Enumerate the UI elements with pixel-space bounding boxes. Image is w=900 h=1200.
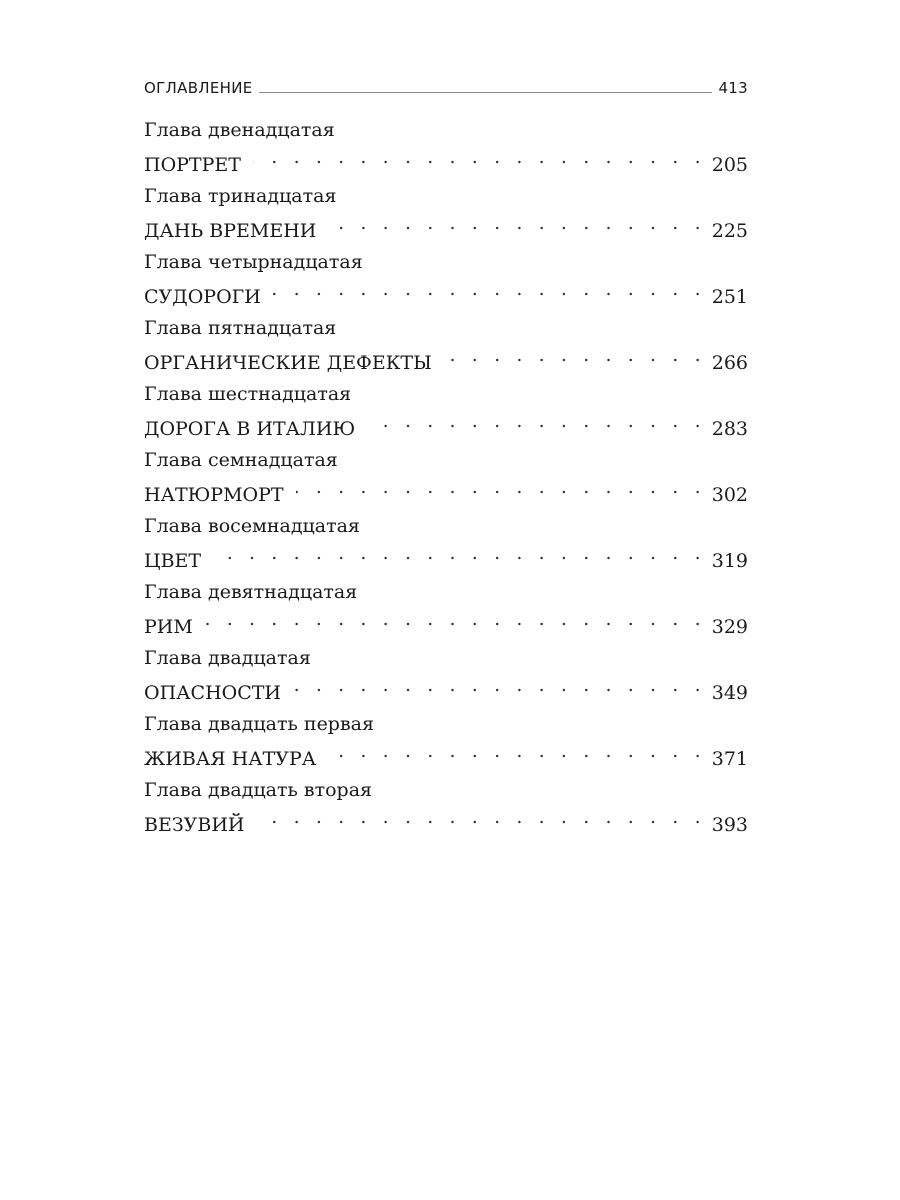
toc-title-row <box>144 804 748 839</box>
dot-leader <box>253 144 706 171</box>
chapter-page-number: 349 <box>711 682 748 704</box>
toc-entry <box>144 249 748 315</box>
toc-entry <box>144 315 748 381</box>
dot-leader <box>328 738 706 765</box>
chapter-title: ДОРОГА В ИТАЛИЮ <box>144 418 356 440</box>
chapter-label: Глава восемнадцатая <box>144 515 360 537</box>
section-title: ОГЛАВЛЕНИЕ <box>144 79 253 97</box>
dot-leader <box>257 804 706 831</box>
toc-title-row <box>144 540 748 575</box>
chapter-label: Глава тринадцатая <box>144 185 337 207</box>
toc-title-row <box>144 210 748 245</box>
table-of-contents <box>144 117 748 843</box>
toc-title-row <box>144 606 748 641</box>
toc-entry <box>144 645 748 711</box>
chapter-label: Глава пятнадцатая <box>144 317 337 339</box>
chapter-title: ВЕЗУВИЙ <box>144 814 245 836</box>
chapter-title: ОПАСНОСТИ <box>144 682 281 704</box>
chapter-page-number: 329 <box>711 616 748 638</box>
toc-entry <box>144 579 748 645</box>
chapter-page-number: 266 <box>711 352 748 374</box>
page-number: 413 <box>718 79 748 97</box>
chapter-title: ПОРТРЕТ <box>144 154 241 176</box>
toc-title-row <box>144 408 748 443</box>
dot-leader <box>367 408 706 435</box>
toc-title-row <box>144 144 748 179</box>
chapter-page-number: 225 <box>711 220 748 242</box>
toc-title-row <box>144 342 748 377</box>
dot-leader <box>205 606 706 633</box>
chapter-page-number: 302 <box>711 484 748 506</box>
chapter-page-number: 393 <box>711 814 748 836</box>
chapter-label: Глава семнадцатая <box>144 449 338 471</box>
dot-leader <box>293 672 706 699</box>
chapter-label: Глава двенадцатая <box>144 119 335 141</box>
chapter-page-number: 319 <box>711 550 748 572</box>
toc-entry <box>144 513 748 579</box>
chapter-title: РИМ <box>144 616 193 638</box>
chapter-page-number: 371 <box>711 748 748 770</box>
chapter-label: Глава четырнадцатая <box>144 251 363 273</box>
toc-title-row <box>144 738 748 773</box>
toc-entry <box>144 381 748 447</box>
chapter-page-number: 205 <box>711 154 748 176</box>
dot-leader <box>273 276 706 303</box>
dot-leader <box>213 540 706 567</box>
toc-entry <box>144 117 748 183</box>
chapter-label: Глава двадцать вторая <box>144 779 373 801</box>
toc-entry <box>144 711 748 777</box>
toc-title-row <box>144 474 748 509</box>
toc-title-row <box>144 276 748 311</box>
toc-entry <box>144 183 748 249</box>
chapter-title: НАТЮРМОРТ <box>144 484 284 506</box>
chapter-label: Глава двадцать первая <box>144 713 374 735</box>
chapter-title: СУДОРОГИ <box>144 286 261 308</box>
toc-entry <box>144 777 748 843</box>
dot-leader <box>296 474 706 501</box>
running-header <box>144 76 748 100</box>
chapter-label: Глава двадцатая <box>144 647 311 669</box>
toc-entry <box>144 447 748 513</box>
chapter-title: ЦВЕТ <box>144 550 202 572</box>
chapter-title: ДАНЬ ВРЕМЕНИ <box>144 220 317 242</box>
dot-leader <box>444 342 706 369</box>
chapter-title: ОРГАНИЧЕСКИЕ ДЕФЕКТЫ <box>144 352 432 374</box>
chapter-label: Глава девятнадцатая <box>144 581 358 603</box>
chapter-page-number: 251 <box>711 286 748 308</box>
chapter-title: ЖИВАЯ НАТУРА <box>144 748 317 770</box>
toc-title-row <box>144 672 748 707</box>
header-rule <box>259 92 713 93</box>
dot-leader <box>328 210 705 237</box>
chapter-label: Глава шестнадцатая <box>144 383 352 405</box>
chapter-page-number: 283 <box>711 418 748 440</box>
